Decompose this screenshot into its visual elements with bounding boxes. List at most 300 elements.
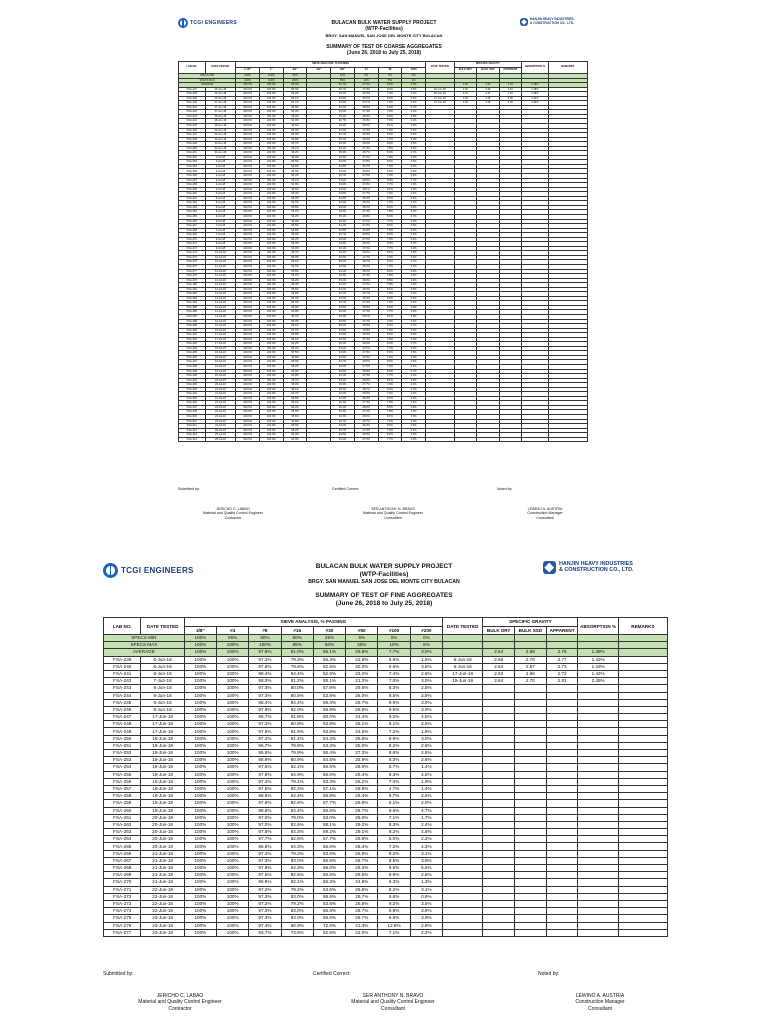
- table-cell: 96.1%: [283, 387, 307, 392]
- table-cell: 9-Jul-18: [205, 242, 236, 247]
- table-cell: 100.0%: [236, 383, 260, 388]
- table-cell: 100%: [217, 893, 249, 900]
- signatory-contractor: [188, 507, 278, 520]
- table-cell: 100.0%: [259, 114, 283, 119]
- table-cell: 27.4%: [354, 110, 378, 115]
- table-cell: 29.4%: [346, 771, 378, 778]
- table-cell: [483, 778, 515, 785]
- table-cell: 3.5%: [410, 663, 442, 670]
- table-cell: 8.3%: [378, 105, 402, 110]
- table-cell: [515, 721, 547, 728]
- table-cell: [578, 922, 618, 929]
- table-cell: 95.6%: [283, 287, 307, 292]
- table-cell: 6-Jun-18: [141, 656, 184, 663]
- table-cell: 58.1%: [313, 821, 345, 828]
- table-cell: 2.64: [483, 678, 515, 685]
- table-cell: 100%: [217, 793, 249, 800]
- location: BRGY. SAN MANUEL SAN JOSE DEL MONTE CITY BULACAN: [308, 579, 460, 586]
- table-cell: [578, 879, 618, 886]
- specific-gravity-subheader: BULK DRY: [454, 68, 476, 74]
- table-cell: [483, 836, 515, 843]
- table-cell: FSA-289: [179, 324, 206, 329]
- table-cell: 3.8%: [402, 278, 426, 283]
- table-cell: 35.2%: [331, 405, 355, 410]
- table-cell: 3.8%: [402, 405, 426, 410]
- table-cell: 95.8%: [283, 333, 307, 338]
- table-row: [104, 865, 668, 872]
- table-row: [104, 692, 668, 699]
- table-cell: 5.1%: [378, 800, 410, 807]
- table-cell: 27.9%: [354, 224, 378, 229]
- table-cell: 82.5%: [281, 872, 313, 879]
- table-cell: 2.62: [483, 670, 515, 677]
- table-cell: 35.2%: [331, 278, 355, 283]
- table-cell: 100%: [184, 865, 216, 872]
- table-cell: [442, 771, 482, 778]
- table-cell: FSA-282: [179, 292, 206, 297]
- table-cell: 82.6%: [281, 836, 313, 843]
- hanjin-logo-line2: & CONSTRUCTION CO., LTD.: [559, 566, 634, 573]
- table-cell: FSA-257: [179, 178, 206, 183]
- table-cell: 100%: [184, 663, 216, 670]
- fine-results-table: [103, 617, 668, 937]
- table-cell: 100%: [217, 857, 249, 864]
- table-cell: FSA-297: [179, 360, 206, 365]
- table-cell: 6.8%: [378, 915, 410, 922]
- table-cell: 28.2%: [354, 251, 378, 256]
- table-cell: [515, 929, 547, 936]
- table-cell: 28.3%: [354, 396, 378, 401]
- table-cell: 28.9%: [354, 114, 378, 119]
- table-cell: 7-Jul-18: [205, 228, 236, 233]
- table-cell: 14-Jul-18: [205, 310, 236, 315]
- table-cell: 8.2%: [378, 333, 402, 338]
- table-cell: 100.0%: [259, 269, 283, 274]
- table-cell: 3.6%: [402, 169, 426, 174]
- table-cell: 34.0%: [331, 351, 355, 356]
- table-cell: FSA-266: [179, 219, 206, 224]
- table-cell: [578, 706, 618, 713]
- table-cell: [483, 807, 515, 814]
- table-cell: 100.0%: [259, 169, 283, 174]
- table-cell: 100%: [217, 764, 249, 771]
- table-cell: 81.2%: [281, 678, 313, 685]
- table-cell: 52.5%: [313, 663, 345, 670]
- table-cell: [515, 764, 547, 771]
- sieve-value: 95%: [217, 635, 249, 642]
- table-cell: 7.5%: [378, 292, 402, 297]
- col-remarks: REMARKS: [618, 618, 667, 635]
- table-cell: 97.3%: [249, 908, 281, 915]
- table-cell: 9-Jul-18: [205, 237, 236, 242]
- table-cell: FSA-264: [179, 210, 206, 215]
- table-cell: 7.7%: [378, 310, 402, 315]
- table-cell: 28.4%: [354, 196, 378, 201]
- table-row: [104, 663, 668, 670]
- table-cell: 83.0%: [281, 893, 313, 900]
- table-cell: 97.8%: [249, 865, 281, 872]
- table-cell: 100.0%: [259, 174, 283, 179]
- table-cell: [442, 922, 482, 929]
- table-cell: 59.9%: [313, 706, 345, 713]
- sieve-value: 55%: [331, 78, 355, 83]
- table-cell: 2.39: [454, 96, 476, 101]
- table-cell: [546, 699, 578, 706]
- table-cell: 32.7%: [331, 119, 355, 124]
- table-cell: 56.6%: [313, 915, 345, 922]
- table-cell: 100%: [184, 900, 216, 907]
- table-cell: 96.2%: [283, 342, 307, 347]
- table-cell: 7.8%: [378, 210, 402, 215]
- table-cell: 4.5%: [410, 714, 442, 721]
- table-cell: 26-Jun-18: [205, 87, 236, 92]
- table-cell: 95.2%: [283, 237, 307, 242]
- noted-by-label: Noted by:: [538, 971, 560, 977]
- table-cell: 94.9%: [283, 119, 307, 124]
- table-row: [104, 728, 668, 735]
- table-cell: 3.6%: [402, 196, 426, 201]
- table-cell: 7.0%: [378, 778, 410, 785]
- table-cell: 24.5%: [346, 728, 378, 735]
- table-cell: 33.7%: [331, 301, 355, 306]
- table-cell: 34.1%: [331, 105, 355, 110]
- table-cell: 26.9%: [354, 137, 378, 142]
- table-cell: 97.3%: [249, 893, 281, 900]
- table-cell: 17-Jul-18: [205, 342, 236, 347]
- table-cell: 100%: [217, 915, 249, 922]
- table-cell: [442, 843, 482, 850]
- table-cell: 32.7%: [331, 292, 355, 297]
- table-cell: 14-Jul-18: [205, 305, 236, 310]
- table-cell: 100%: [184, 678, 216, 685]
- table-cell: 21-Jun-18: [141, 857, 184, 864]
- table-cell: 2.5%: [410, 685, 442, 692]
- table-cell: 25-Jul-18: [205, 428, 236, 433]
- table-cell: FSA-244: [104, 692, 141, 699]
- table-cell: FSA-285: [179, 305, 206, 310]
- table-cell: 8.4%: [378, 214, 402, 219]
- table-cell: 80.9%: [281, 757, 313, 764]
- table-cell: FSA-268: [179, 228, 206, 233]
- table-cell: 100%: [184, 771, 216, 778]
- table-cell: 1.36%: [522, 101, 549, 106]
- table-cell: [546, 879, 578, 886]
- table-cell: [578, 886, 618, 893]
- table-cell: 29-Jun-18: [205, 133, 236, 138]
- table-cell: 4.7%: [410, 807, 442, 814]
- table-cell: 7.1%: [378, 814, 410, 821]
- signatory-manager: [545, 993, 655, 1012]
- table-cell: 28.7%: [346, 893, 378, 900]
- sg-value: [578, 642, 618, 649]
- table-cell: [546, 685, 578, 692]
- table-cell: FSA-251: [179, 151, 206, 156]
- table-cell: [442, 829, 482, 836]
- table-cell: 95.7%: [283, 142, 307, 147]
- table-cell: 100.0%: [259, 224, 283, 229]
- table-cell: 3.6%: [402, 296, 426, 301]
- project-title: BULACAN BULK WATER SUPPLY PROJECT: [315, 563, 453, 570]
- table-cell: 8.3%: [378, 242, 402, 247]
- table-cell: [578, 692, 618, 699]
- table-cell: 96.9%: [249, 879, 281, 886]
- sieve-size-header: #8: [378, 68, 402, 74]
- table-cell: [483, 793, 515, 800]
- table-row: [104, 836, 668, 843]
- empty-cell: [618, 635, 667, 642]
- table-cell: [442, 850, 482, 857]
- table-cell: [578, 814, 618, 821]
- table-cell: 95.2%: [283, 174, 307, 179]
- table-cell: 3.6%: [402, 233, 426, 238]
- table-cell: 97.0%: [249, 821, 281, 828]
- table-cell: 100.0%: [259, 183, 283, 188]
- table-cell: 3.3%: [402, 410, 426, 415]
- table-cell: [515, 714, 547, 721]
- table-cell: 53.6%: [313, 900, 345, 907]
- table-cell: 3.3%: [402, 183, 426, 188]
- table-cell: 3.5%: [402, 251, 426, 256]
- table-cell: 19-Jul-18: [205, 360, 236, 365]
- table-cell: 100%: [217, 850, 249, 857]
- signatory-org: Consultant: [384, 515, 402, 520]
- table-cell: 100%: [217, 685, 249, 692]
- table-cell: [483, 829, 515, 836]
- sieve-size-header: #100: [378, 626, 410, 635]
- table-row: [104, 757, 668, 764]
- table-cell: 100.0%: [236, 346, 260, 351]
- sieve-value: 85%: [281, 642, 313, 649]
- table-cell: 6-Jun-18: [141, 670, 184, 677]
- coarse-summary-header: [0, 44, 768, 57]
- table-cell: 79.0%: [281, 814, 313, 821]
- sieve-value: 30%: [346, 642, 378, 649]
- remarks-cell: [618, 843, 667, 850]
- table-cell: 26.0%: [354, 92, 378, 97]
- table-cell: 95.9%: [283, 169, 307, 174]
- table-cell: 100%: [217, 872, 249, 879]
- table-cell: 94.8%: [283, 228, 307, 233]
- table-cell: [515, 900, 547, 907]
- table-cell: 100%: [217, 750, 249, 757]
- table-cell: [515, 742, 547, 749]
- table-cell: 29-Jun-18: [205, 137, 236, 142]
- table-cell: 100.0%: [236, 260, 260, 265]
- table-cell: 3-Jul-18: [205, 169, 236, 174]
- table-row: [104, 850, 668, 857]
- table-cell: 14-Jul-18: [205, 314, 236, 319]
- table-cell: FSA-272: [104, 893, 141, 900]
- table-cell: 3.6%: [402, 360, 426, 365]
- table-cell: 33.1%: [331, 246, 355, 251]
- table-cell: 20-Jun-18: [141, 829, 184, 836]
- remarks-cell: [618, 771, 667, 778]
- table-row: [104, 893, 668, 900]
- table-cell: FSA-259: [179, 187, 206, 192]
- table-cell: 3.5%: [402, 224, 426, 229]
- table-row: [104, 721, 668, 728]
- table-cell: 8.1%: [378, 124, 402, 129]
- table-cell: 100.0%: [236, 292, 260, 297]
- table-cell: 3.3%: [402, 374, 426, 379]
- table-cell: 33.1%: [331, 374, 355, 379]
- table-cell: 29.1%: [346, 829, 378, 836]
- table-cell: 28.3%: [354, 333, 378, 338]
- table-cell: [483, 922, 515, 929]
- signatory-name: JERICHO C. LABAO: [156, 993, 204, 999]
- table-cell: 8.9%: [378, 735, 410, 742]
- table-cell: 32.9%: [331, 101, 355, 106]
- table-cell: [515, 857, 547, 864]
- table-cell: 56.3%: [313, 656, 345, 663]
- table-cell: 8.3%: [378, 424, 402, 429]
- table-cell: 8.3%: [378, 685, 410, 692]
- table-cell: 8.0%: [378, 87, 402, 92]
- table-cell: 100.0%: [236, 210, 260, 215]
- table-row: [104, 793, 668, 800]
- table-cell: [578, 793, 618, 800]
- table-cell: FSA-246: [104, 706, 141, 713]
- table-cell: 96.3%: [283, 114, 307, 119]
- table-cell: 13-Jul-18: [205, 292, 236, 297]
- table-cell: FSA-237: [179, 87, 206, 92]
- table-cell: 100.0%: [236, 392, 260, 397]
- table-cell: 1.7%: [410, 814, 442, 821]
- table-cell: 56.6%: [313, 771, 345, 778]
- table-cell: [546, 865, 578, 872]
- table-cell: FSA-283: [179, 296, 206, 301]
- table-cell: 3.6%: [402, 205, 426, 210]
- table-cell: 3.5%: [402, 351, 426, 356]
- table-cell: 100%: [217, 757, 249, 764]
- table-cell: 28.7%: [346, 857, 378, 864]
- table-cell: 8.4%: [378, 342, 402, 347]
- table-cell: 53.3%: [313, 742, 345, 749]
- table-cell: 13-Jul-18: [205, 296, 236, 301]
- table-cell: FSA-250: [179, 146, 206, 151]
- table-cell: 100.0%: [259, 128, 283, 133]
- remarks-cell: [618, 706, 667, 713]
- table-cell: 7.9%: [378, 174, 402, 179]
- table-cell: 95.2%: [283, 365, 307, 370]
- table-cell: [442, 836, 482, 843]
- table-cell: 32.9%: [331, 355, 355, 360]
- table-cell: 8.3%: [378, 178, 402, 183]
- table-cell: 4-Jul-18: [205, 187, 236, 192]
- table-cell: [442, 900, 482, 907]
- table-cell: 2.8%: [410, 757, 442, 764]
- table-cell: 100.0%: [236, 269, 260, 274]
- remarks-cell: [618, 879, 667, 886]
- table-cell: 28.7%: [354, 151, 378, 156]
- sieve-value: 5%: [410, 642, 442, 649]
- table-cell: [515, 728, 547, 735]
- table-cell: 100.0%: [259, 119, 283, 124]
- table-cell: 97.2%: [249, 721, 281, 728]
- table-cell: 100.0%: [236, 401, 260, 406]
- table-cell: 100.0%: [259, 237, 283, 242]
- table-cell: [546, 793, 578, 800]
- signatory-role: Material and Quality Control Engineer: [203, 511, 263, 516]
- table-cell: FSA-292: [179, 337, 206, 342]
- table-cell: 1.38%: [522, 92, 549, 97]
- table-cell: FSA-244: [179, 119, 206, 124]
- table-cell: [483, 706, 515, 713]
- table-cell: 33.6%: [331, 365, 355, 370]
- table-cell: 100%: [217, 771, 249, 778]
- table-cell: 6-Jun-18: [141, 685, 184, 692]
- table-cell: 84.4%: [281, 807, 313, 814]
- table-cell: 55.1%: [313, 678, 345, 685]
- table-cell: 2.47: [477, 92, 499, 97]
- table-cell: 20-Jun-18: [141, 843, 184, 850]
- table-cell: 7.9%: [378, 319, 402, 324]
- table-cell: 100.0%: [236, 374, 260, 379]
- sg-value: [515, 635, 547, 642]
- table-cell: 3.4%: [402, 101, 426, 106]
- table-cell: 100.0%: [259, 133, 283, 138]
- table-cell: 25.8%: [346, 735, 378, 742]
- table-cell: 52.9%: [313, 670, 345, 677]
- table-cell: FSA-309: [179, 415, 206, 420]
- table-row: [104, 670, 668, 677]
- table-cell: 2.66: [483, 656, 515, 663]
- table-row: [104, 821, 668, 828]
- table-cell: 95.1%: [283, 401, 307, 406]
- table-cell: FSA-293: [179, 342, 206, 347]
- table-cell: 8.2%: [378, 850, 410, 857]
- table-cell: [578, 757, 618, 764]
- signatory-name: SER ANTHONY N. BRAVO: [362, 993, 424, 999]
- table-cell: 100.0%: [259, 164, 283, 169]
- table-cell: FSA-257: [104, 785, 141, 792]
- table-cell: FSA-302: [179, 383, 206, 388]
- signatory-role: Material and Quality Control Engineer: [351, 999, 435, 1006]
- table-cell: 28.7%: [346, 915, 378, 922]
- table-cell: 34.4%: [331, 124, 355, 129]
- table-cell: 6-Jul-18: [205, 214, 236, 219]
- table-cell: 28-Jun-18: [205, 114, 236, 119]
- sieve-value: 56.1%: [313, 649, 345, 656]
- table-cell: 100%: [217, 908, 249, 915]
- table-cell: 95.7%: [249, 714, 281, 721]
- table-cell: 2.42: [454, 101, 476, 106]
- table-cell: 28.7%: [354, 387, 378, 392]
- table-cell: 100%: [217, 800, 249, 807]
- table-cell: 100%: [217, 778, 249, 785]
- table-cell: 96.0%: [283, 196, 307, 201]
- table-cell: 94.8%: [283, 419, 307, 424]
- table-cell: 2.2%: [410, 836, 442, 843]
- table-cell: FSA-305: [179, 396, 206, 401]
- sieve-value: 1%: [402, 78, 426, 83]
- table-cell: 95.6%: [283, 124, 307, 129]
- table-cell: FSA-255: [179, 169, 206, 174]
- table-cell: [483, 699, 515, 706]
- table-cell: 100.0%: [259, 346, 283, 351]
- table-cell: 18-Jun-18: [141, 757, 184, 764]
- table-cell: 34.2%: [331, 287, 355, 292]
- table-cell: 100.0%: [259, 405, 283, 410]
- table-cell: 96.1%: [283, 260, 307, 265]
- table-cell: 32.7%: [331, 419, 355, 424]
- table-cell: 100.0%: [236, 237, 260, 242]
- table-cell: 84.9%: [281, 771, 313, 778]
- table-cell: 27.1%: [354, 346, 378, 351]
- table-cell: 2.6%: [410, 670, 442, 677]
- table-cell: 34.9%: [331, 178, 355, 183]
- table-row: [104, 750, 668, 757]
